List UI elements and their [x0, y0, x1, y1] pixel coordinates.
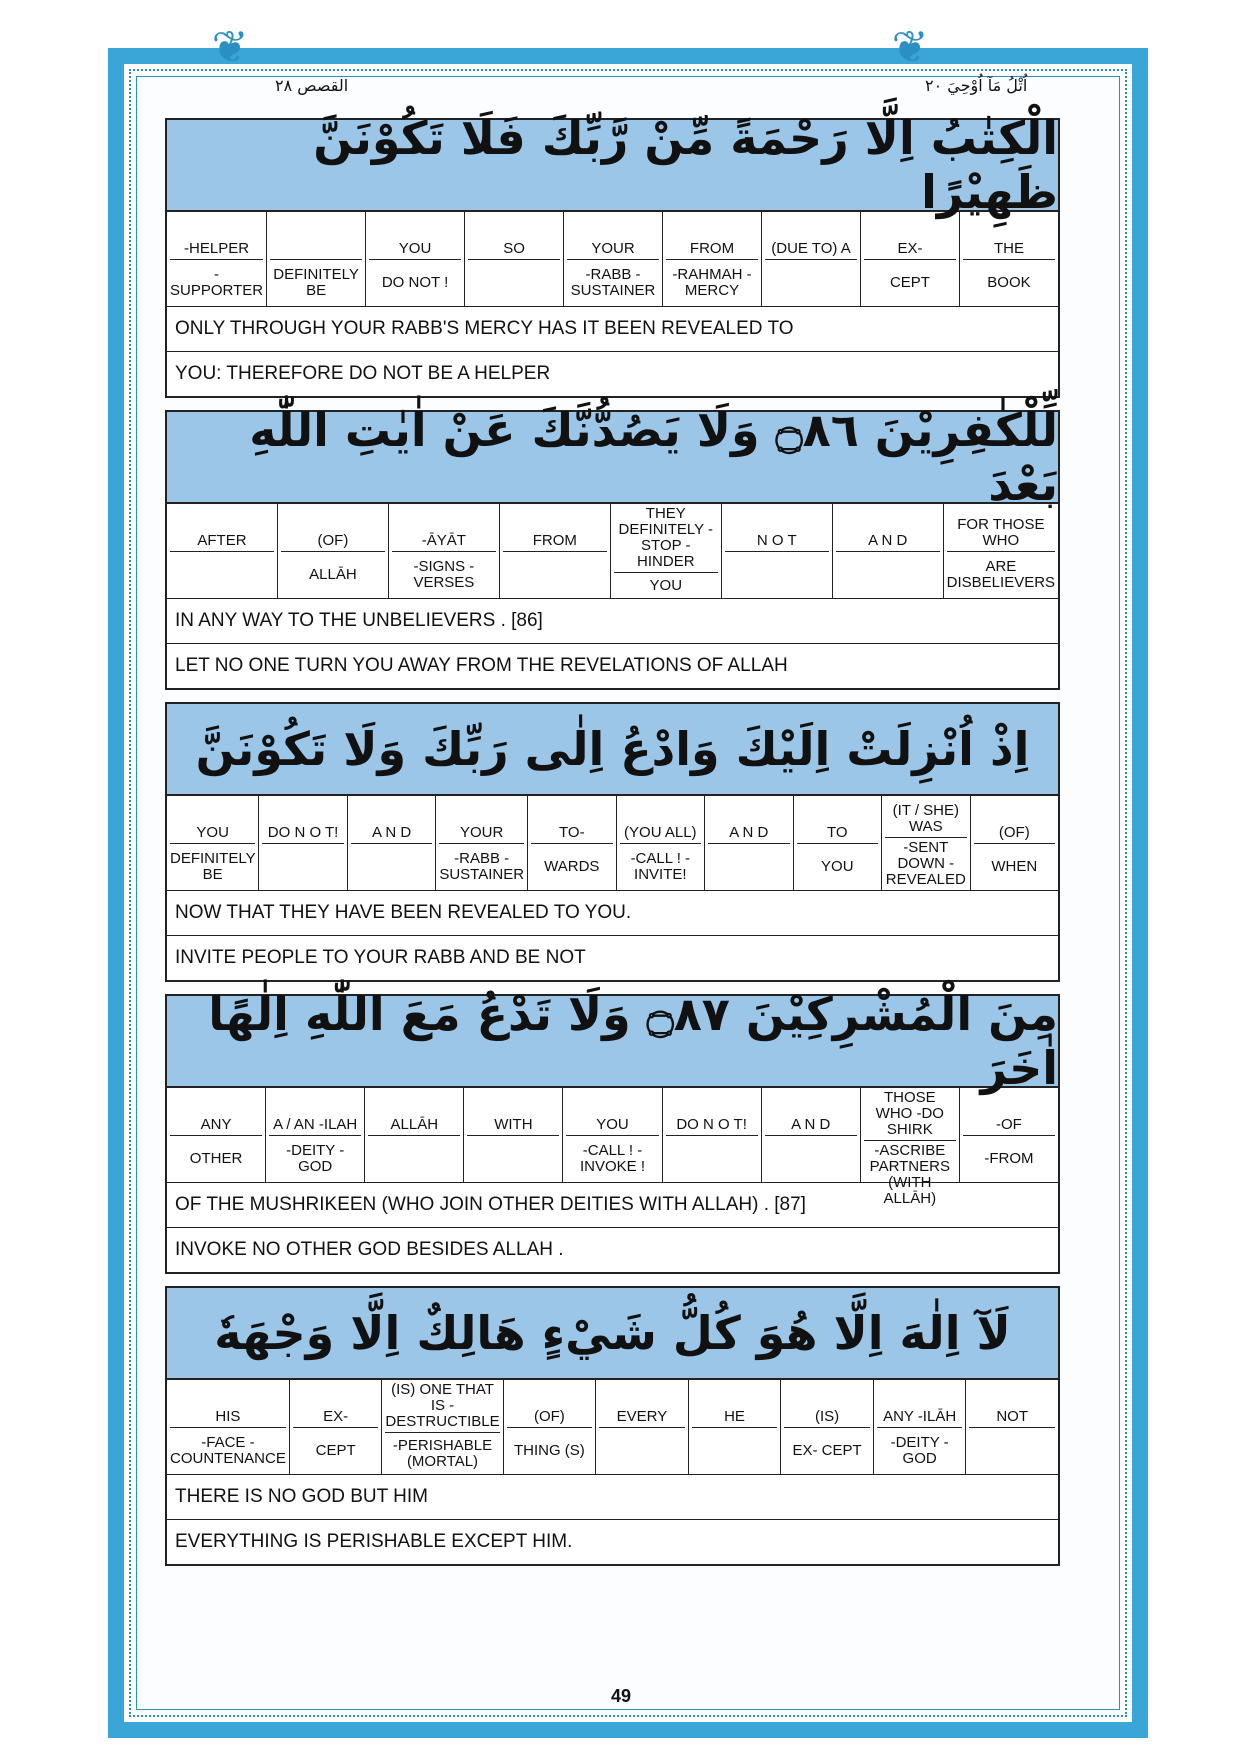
- word-meaning-bottom: BOOK: [987, 273, 1031, 291]
- word-cell: [762, 1088, 861, 1182]
- word-meaning-top: (YOU ALL): [620, 798, 702, 844]
- word-cell: [366, 212, 465, 306]
- word-cell: [611, 504, 722, 598]
- word-meaning-bottom: -FACE -COUNTENANCE: [170, 1433, 286, 1467]
- word-cell: [167, 796, 259, 890]
- word-meaning-bottom: -SIGNS -VERSES: [413, 557, 475, 591]
- word-cell: [663, 1088, 762, 1182]
- word-meaning-bottom: -CALL ! -INVITE!: [630, 849, 691, 883]
- word-meaning-top: ANY: [170, 1090, 262, 1136]
- word-meaning-bottom: YOU: [649, 576, 683, 594]
- word-meaning-top: DO N O T!: [666, 1090, 758, 1136]
- word-meaning-bottom: -CALL ! -INVOKE !: [579, 1141, 645, 1175]
- word-cell: [960, 212, 1058, 306]
- word-cell: [944, 504, 1058, 598]
- word-meaning-bottom: [969, 1428, 1055, 1473]
- word-by-word-row: [167, 504, 1058, 599]
- verse-block: [165, 987, 1060, 1274]
- word-meaning-top: FROM: [666, 214, 758, 260]
- word-meaning-top: THOSE WHO -DO SHIRK: [864, 1090, 956, 1141]
- word-cell: [564, 212, 663, 306]
- word-cell: [167, 1380, 290, 1474]
- word-meaning-top: HIS: [170, 1382, 286, 1428]
- left-corner-ornament-icon: ❦: [211, 23, 249, 72]
- word-meaning-bottom: [692, 1428, 778, 1473]
- word-meaning-bottom: CEPT: [315, 1441, 356, 1459]
- word-cell: [389, 504, 500, 598]
- word-meaning-bottom: [351, 844, 433, 889]
- arabic-text: الْكِتٰبُ اِلَّا رَحْمَةً مِّنْ رَّبِّكَ فَلَا تَكُوْنَنَّ ظَهِيْرًا: [167, 120, 1058, 212]
- word-meaning-bottom: [368, 1136, 460, 1181]
- word-meaning-top: N O T: [725, 506, 829, 552]
- word-meaning-top: (OF): [281, 506, 385, 552]
- word-meaning-bottom: -RABB -SUSTAINER: [439, 849, 525, 883]
- word-cell: [167, 212, 267, 306]
- word-by-word-row: [167, 1380, 1058, 1475]
- word-by-word-row: [167, 212, 1058, 307]
- word-meaning-bottom: EX- CEPT: [792, 1441, 862, 1459]
- word-cell: [966, 1380, 1058, 1474]
- verse-list: [165, 111, 1060, 1578]
- word-meaning-top: ANY -ILĀH: [877, 1382, 963, 1428]
- word-meaning-bottom: CEPT: [889, 273, 930, 291]
- word-cell: [464, 1088, 563, 1182]
- word-meaning-bottom: DEFINITELY BE: [273, 265, 359, 299]
- word-cell: [971, 796, 1059, 890]
- word-meaning-top: YOU: [369, 214, 461, 260]
- word-cell: [596, 1380, 689, 1474]
- word-meaning-top: (OF): [974, 798, 1056, 844]
- word-meaning-top: FOR THOSE WHO: [947, 506, 1055, 552]
- word-meaning-top: YOUR: [439, 798, 524, 844]
- verse-block: [165, 702, 1060, 982]
- arabic-text: لَآ اِلٰهَ اِلَّا هُوَ كُلُّ شَيْءٍ هَالِكٌ اِلَّا وَجْهَهٗ: [167, 1288, 1058, 1380]
- word-meaning-bottom: [666, 1136, 758, 1181]
- word-cell: [722, 504, 833, 598]
- word-meaning-top: ALLĀH: [368, 1090, 460, 1136]
- verse-block: [165, 1286, 1060, 1566]
- translation-line: OF THE MUSHRIKEEN (WHO JOIN OTHER DEITIES WITH ALLAH) . [87]: [167, 1183, 1058, 1228]
- word-meaning-bottom: ALLĀH: [309, 565, 357, 583]
- word-meaning-bottom: -FROM: [984, 1149, 1034, 1167]
- word-meaning-top: [270, 214, 362, 260]
- word-cell: [781, 1380, 874, 1474]
- word-cell: [167, 504, 278, 598]
- word-cell: [267, 212, 366, 306]
- word-meaning-bottom: [708, 844, 790, 889]
- word-cell: [833, 504, 944, 598]
- word-cell: [500, 504, 611, 598]
- word-meaning-bottom: -PERISHABLE (MORTAL): [392, 1436, 493, 1470]
- word-meaning-bottom: YOU: [821, 857, 854, 875]
- word-meaning-top: YOU: [170, 798, 255, 844]
- translation-line: ONLY THROUGH YOUR RABB'S MERCY HAS IT BEEN REVEALED TO: [167, 307, 1058, 352]
- arabic-text: لِّلْكٰفِرِيْنَ ۝٨٦ وَلَا يَصُدُّنَّكَ عَنْ اٰيٰتِ اللّٰهِ بَعْدَ: [167, 412, 1058, 504]
- translation-line: THERE IS NO GOD BUT HIM: [167, 1475, 1058, 1520]
- word-cell: [436, 796, 528, 890]
- word-meaning-top: (IT / SHE) WAS: [885, 798, 967, 838]
- word-meaning-top: EX-: [864, 214, 956, 260]
- word-meaning-bottom: -RABB -SUSTAINER: [570, 265, 656, 299]
- word-meaning-top: -OF: [963, 1090, 1055, 1136]
- word-meaning-top: (IS) ONE THAT IS -DESTRUCTIBLE: [385, 1382, 499, 1433]
- word-meaning-top: DO N O T!: [262, 798, 344, 844]
- word-meaning-bottom: [599, 1428, 685, 1473]
- translation-line: INVITE PEOPLE TO YOUR RABB AND BE NOT: [175, 947, 586, 968]
- word-cell: [365, 1088, 464, 1182]
- word-cell: [278, 504, 389, 598]
- word-cell: [290, 1380, 383, 1474]
- verse-block: [165, 403, 1060, 690]
- word-cell: [960, 1088, 1058, 1182]
- word-cell: [705, 796, 794, 890]
- word-cell: [762, 212, 861, 306]
- word-meaning-top: A N D: [765, 1090, 857, 1136]
- verse-block: [165, 111, 1060, 398]
- word-meaning-top: A N D: [708, 798, 790, 844]
- word-cell: [689, 1380, 782, 1474]
- word-meaning-top: SO: [468, 214, 560, 260]
- word-meaning-top: WITH: [467, 1090, 559, 1136]
- word-meaning-top: THE: [963, 214, 1055, 260]
- word-meaning-bottom: [468, 260, 560, 305]
- word-meaning-bottom: THING (S): [513, 1441, 585, 1459]
- word-meaning-bottom: -ASCRIBE PARTNERS (WITH ALLĀH): [869, 1142, 950, 1207]
- word-meaning-bottom: [262, 844, 344, 889]
- translation-line: INVOKE NO OTHER GOD BESIDES ALLAH .: [175, 1239, 564, 1260]
- word-meaning-bottom: OTHER: [189, 1149, 243, 1167]
- word-cell: [465, 212, 564, 306]
- word-meaning-bottom: WARDS: [544, 857, 600, 875]
- word-meaning-bottom: ARE DISBELIEVERS: [946, 557, 1056, 591]
- word-meaning-top: (DUE TO) A: [765, 214, 857, 260]
- word-meaning-bottom: DEFINITELY BE: [170, 849, 256, 883]
- juz-header-label: اُتْلُ مَآ اُوْحِيَ ٢٠: [925, 76, 1028, 95]
- word-cell: [663, 212, 762, 306]
- word-meaning-bottom: -SENT DOWN -REVEALED: [885, 839, 966, 888]
- right-corner-ornament-icon: ❦: [891, 23, 929, 72]
- word-cell: [266, 1088, 365, 1182]
- arabic-text: اِذْ اُنْزِلَتْ اِلَيْكَ وَادْعُ اِلٰى رَبِّكَ وَلَا تَكُوْنَنَّ: [167, 704, 1058, 796]
- word-meaning-bottom: [467, 1136, 559, 1181]
- page-number: 49: [610, 1686, 632, 1706]
- word-meaning-top: (IS): [784, 1382, 870, 1428]
- word-cell: [528, 796, 617, 890]
- word-meaning-top: FROM: [503, 506, 607, 552]
- word-meaning-top: YOUR: [567, 214, 659, 260]
- word-cell: [794, 796, 883, 890]
- word-by-word-row: [167, 796, 1058, 891]
- word-meaning-bottom: [503, 552, 607, 597]
- word-cell: [882, 796, 971, 890]
- word-meaning-top: EVERY: [599, 1382, 685, 1428]
- word-cell: [348, 796, 437, 890]
- word-meaning-bottom: -SUPPORTER: [170, 265, 264, 299]
- word-cell: [504, 1380, 597, 1474]
- word-cell: [874, 1380, 967, 1474]
- word-meaning-top: -ĀYĀT: [392, 506, 496, 552]
- word-meaning-top: THEY DEFINITELY -STOP -HINDER: [614, 506, 718, 573]
- word-meaning-top: AFTER: [170, 506, 274, 552]
- word-meaning-bottom: [836, 552, 940, 597]
- word-cell: [259, 796, 348, 890]
- word-meaning-top: EX-: [293, 1382, 379, 1428]
- word-cell: [861, 1088, 960, 1207]
- arabic-text: مِنَ الْمُشْرِكِيْنَ ۝٨٧ وَلَا تَدْعُ مَعَ اللّٰهِ اِلٰهًا اٰخَرَ: [167, 996, 1058, 1088]
- word-meaning-top: -HELPER: [170, 214, 263, 260]
- word-meaning-top: TO-: [531, 798, 613, 844]
- word-meaning-top: NOT: [969, 1382, 1055, 1428]
- translation-line: EVERYTHING IS PERISHABLE EXCEPT HIM.: [175, 1531, 573, 1552]
- word-cell: [167, 1088, 266, 1182]
- word-meaning-top: A / AN -ILAH: [269, 1090, 361, 1136]
- surah-header-label: القصص ٢٨: [275, 76, 349, 95]
- word-meaning-bottom: WHEN: [991, 857, 1038, 875]
- translation-line: IN ANY WAY TO THE UNBELIEVERS . [86]: [167, 599, 1058, 644]
- word-meaning-top: TO: [797, 798, 879, 844]
- word-meaning-bottom: [765, 260, 857, 305]
- word-meaning-bottom: -RAHMAH -MERCY: [672, 265, 752, 299]
- word-meaning-top: A N D: [836, 506, 940, 552]
- word-meaning-top: (OF): [507, 1382, 593, 1428]
- word-meaning-bottom: DO NOT !: [381, 273, 449, 291]
- word-meaning-bottom: -DEITY -GOD: [286, 1141, 345, 1175]
- word-cell: [563, 1088, 662, 1182]
- translation-line: LET NO ONE TURN YOU AWAY FROM THE REVELATIONS OF ALLAH: [175, 655, 788, 676]
- word-meaning-bottom: [725, 552, 829, 597]
- word-cell: [382, 1380, 503, 1474]
- word-meaning-bottom: -DEITY -GOD: [890, 1433, 949, 1467]
- word-meaning-top: A N D: [351, 798, 433, 844]
- translation-line: NOW THAT THEY HAVE BEEN REVEALED TO YOU.: [167, 891, 1058, 936]
- word-meaning-bottom: [765, 1136, 857, 1181]
- translation-line: YOU: THEREFORE DO NOT BE A HELPER: [175, 363, 551, 384]
- word-meaning-top: HE: [692, 1382, 778, 1428]
- word-cell: [861, 212, 960, 306]
- word-meaning-top: YOU: [566, 1090, 658, 1136]
- word-cell: [617, 796, 706, 890]
- word-meaning-bottom: [170, 552, 274, 597]
